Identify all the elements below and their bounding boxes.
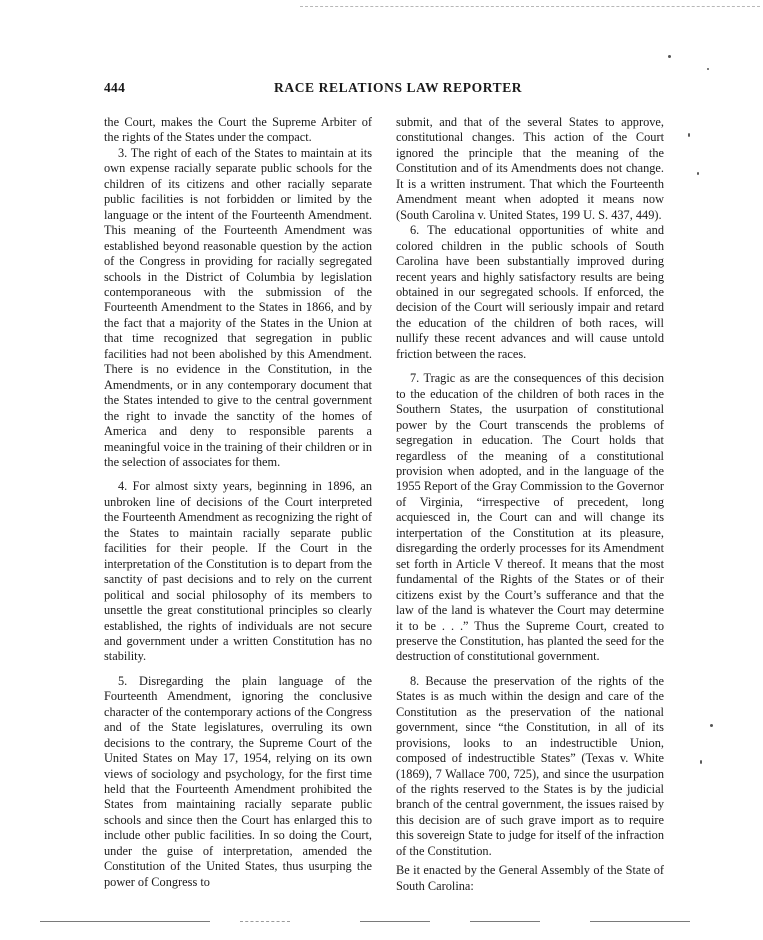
bottom-scan-line	[470, 921, 540, 922]
paragraph-5-continuation: submit, and that of the several States to approve, constitutional changes. This action of the Court ignored the principle that the meaning of the Constitution and of its Amendments does not change. It is a written instrument. That which the Fourteenth Amendment meant when adopted it means now (South Carolina v. United States, 199 U. S. 437, 449).	[396, 115, 664, 222]
enacting-clause: Be it enacted by the General Assembly of the State of South Carolina:	[396, 863, 664, 893]
bottom-scan-line	[40, 921, 210, 922]
paragraph-5: 5. Disregarding the plain language of the Fourteenth Amendment, ignoring the conclusive character of the contemporary actions of the Congress and of the State legislatures, overruling its own decisions to the contrary, the Supreme Court of the United States on May 17, 1954, relying on its own views of sociology and psychology, for the first time held that the Fourteenth Amendment prohibited the States from maintaining racially separate public schools and since then the Court has enlarged this to include other public facilities. In so doing the Court, under the guise of interpretation, amended the Constitution of the United States, thus usurping the power of Congress to	[104, 673, 372, 889]
paragraph-3: 3. The right of each of the States to maintain at its own expense racially separate public schools for the children of its citizens and other racially separate public facilities is not forbidden or limited by the language or the intent of the Fourteenth Amendment. This meaning of the Fourteenth Amendment was established beyond reasonable question by the action of the Congress in providing for racially segregated schools in the District of Columbia by legislation contemporaneous with the submission of the Fourteenth Amendment to the States in 1866, and by the fact that a majority of the States in the Union at that time recognized that segregation in public facilities had not been abolished by this Amendment. There is no evidence in the Constitution, in the Amendments, or in any contemporary document that the States intended to give to the central government the right to invade the sanctity of the homes of America and deny to responsible parents a meaningful voice in the training of their children or in the selection of associates for them.	[104, 145, 372, 469]
bottom-scan-line	[590, 921, 690, 922]
bottom-scan-line	[360, 921, 430, 922]
paragraph-7: 7. Tragic as are the consequences of this decision to the education of the children of both races in the Southern States, the usurpation of constitutional power by the Court transcends the problems of segregation in education. The Court holds that regardless of the meaning of a constitutional provision when adopted, and in the language of the 1955 Report of the Gray Commission to the Governor of Virginia, “irrespective of precedent, long acquiesced in, the Court can and will change its interpertation of the Constitution at its pleasure, disregarding the orderly processes for its Amendment set forth in Article V thereof. It means that the most fundamental of the Rights of the States or of their citizens exist by the Court’s sufferance and that the law of the land is whatever the Court may determine it to be . . .” Thus the Supreme Court, created to preserve the Constitution, has planted the seed for the destruction of constitutional government.	[396, 371, 664, 664]
paragraph-4: 4. For almost sixty years, beginning in 1896, an unbroken line of decisions of the Court interpreted the Fourteenth Amendment as recognizing the right of the States to maintain racially separate public facilities for their people. If the Court in the interpretation of the Constitution is to depart from the sanctity of past decisions and to rely on the current political and social philosophy of its members to unsettle the great constitutional principles so clearly established, the rights of individuals are not secure and government under a written Constitution has no stability.	[104, 479, 372, 664]
running-title: RACE RELATIONS LAW REPORTER	[274, 80, 523, 95]
scan-speck	[668, 55, 671, 58]
scan-speck	[707, 68, 709, 70]
page-number: 444	[104, 80, 126, 95]
scan-speck	[710, 724, 713, 727]
scan-speck	[697, 172, 699, 175]
paragraph-6: 6. The educational opportunities of white and colored children in the public schools of South Carolina have been substantially improved during recent years and highly satisfactory results are being obtained in our segregated schools. If enforced, the decision of the Court will seriously impair and retard the education of the children of both races, will nullify these recent advances and will cause untold friction between the races.	[396, 223, 664, 361]
paragraph-continuation: the Court, makes the Court the Supreme Arbiter of the rights of the States under the compact.	[104, 115, 372, 145]
right-column	[396, 115, 664, 894]
top-dotted-edge	[300, 6, 760, 7]
page-header	[104, 80, 664, 96]
left-column	[104, 115, 372, 890]
scan-speck	[700, 760, 702, 764]
bottom-scan-line	[240, 921, 290, 922]
scan-speck	[688, 133, 690, 137]
paragraph-8: 8. Because the preservation of the rights of the States is as much within the design and care of the Constitution as the preservation of the national government, since “the Constitution, in all of its provisions, looks to an indestructible Union, composed of indestructible States” (Texas v. White (1869), 7 Wallace 700, 725), and since the usurpation of the rights reserved to the States is by the judicial branch of the central government, the issues raised by this decision are of such grave import as to require this sovereign State to judge for itself of the infraction of the Constitution.	[396, 673, 664, 858]
